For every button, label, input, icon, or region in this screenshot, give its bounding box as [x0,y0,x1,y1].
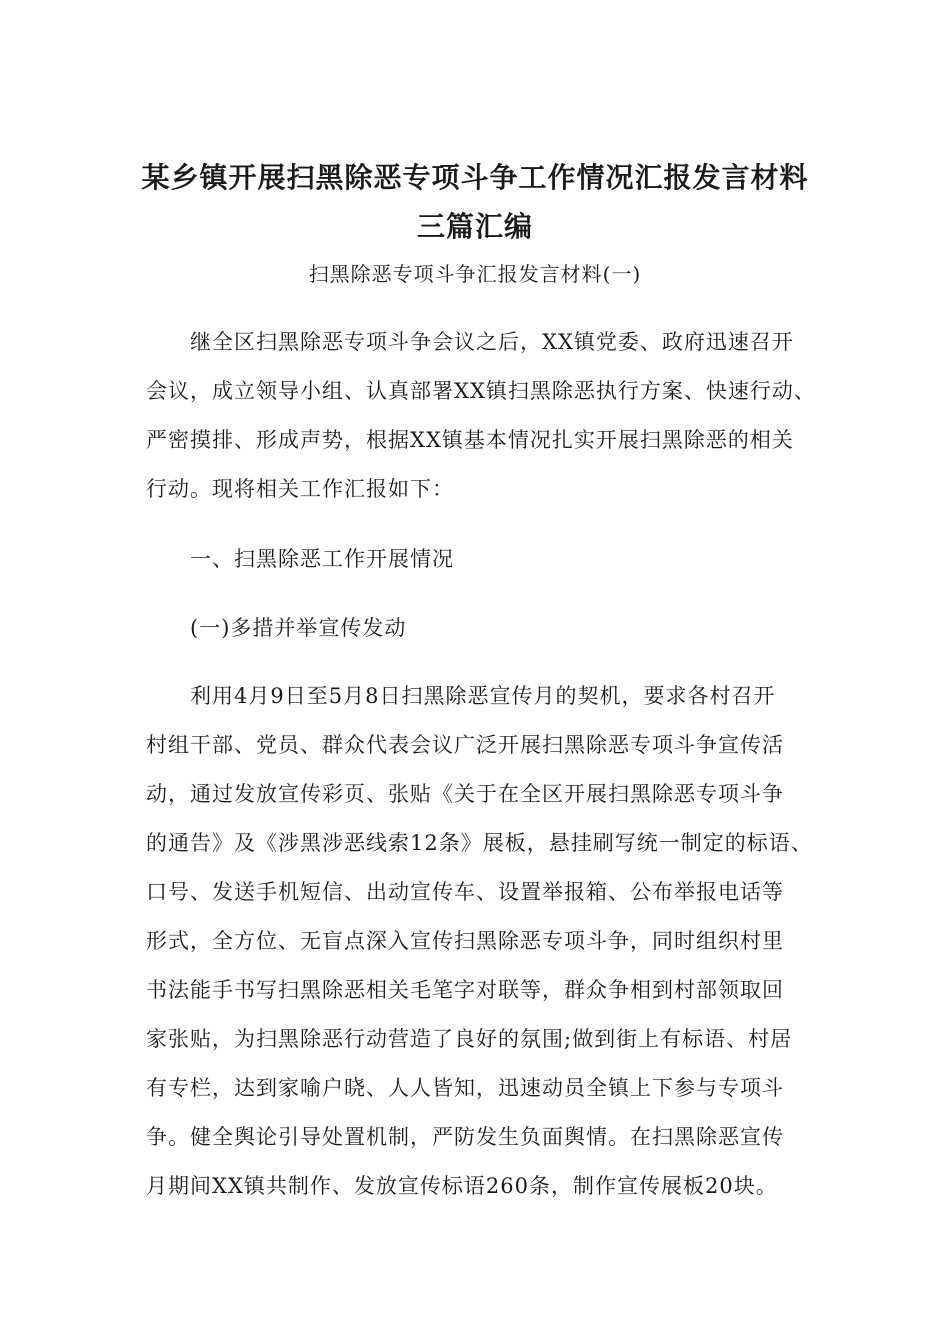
paragraph-line: 形式，全方位、无盲点深入宣传扫黑除恶专项斗争，同时组织村里 [146,929,784,953]
paragraph-line: 书法能手书写扫黑除恶相关毛笔字对联等，群众争相到村部领取回 [146,978,784,1002]
paragraph-line: 行动。现将相关工作汇报如下： [146,477,454,501]
paragraph-line: 会议，成立领导小组、认真部署XX镇扫黑除恶执行方案、快速行动、 [146,379,816,403]
paragraph-line: 村组干部、党员、群众代表会议广泛开展扫黑除恶专项斗争宣传活 [146,733,784,757]
paragraph-line: 争。健全舆论引导处置机制，严防发生负面舆情。在扫黑除恶宣传 [146,1125,784,1149]
section-heading: 一、扫黑除恶工作开展情况 [190,547,454,571]
paragraph-line: 有专栏，达到家喻户晓、人人皆知，迅速动员全镇上下参与专项斗 [146,1076,784,1100]
paragraph-line: 动，通过发放宣传彩页、张贴《关于在全区开展扫黑除恶专项斗争 [146,782,784,806]
paragraph-line: 月期间XX镇共制作、发放宣传标语260条，制作宣传展板20块。 [146,1174,778,1198]
paragraph-line: 继全区扫黑除恶专项斗争会议之后，XX镇党委、政府迅速召开 [190,330,794,354]
paragraph-line: 家张贴，为扫黑除恶行动营造了良好的氛围;做到街上有标语、村居 [146,1027,793,1051]
document-subtitle: 扫黑除恶专项斗争汇报发言材料(一) [308,262,642,286]
paragraph-line: 口号、发送手机短信、出动宣传车、设置举报箱、公布举报电话等 [146,880,784,904]
subsection-heading: (一)多措并举宣传发动 [190,616,407,640]
paragraph-line: 严密摸排、形成声势，根据XX镇基本情况扎实开展扫黑除恶的相关 [146,428,794,452]
body-paragraph [146,672,814,1211]
paragraph-line: 利用4月9日至5月8日扫黑除恶宣传月的契机，要求各村召开 [190,684,776,708]
paragraph-line: 的通告》及《涉黑涉恶线索12条》展板，悬挂刷写统一制定的标语、 [146,831,813,855]
document-title-line-1: 某乡镇开展扫黑除恶专项斗争工作情况汇报发言材料 [141,161,809,194]
document-title-line-2: 三篇汇编 [416,210,533,243]
intro-paragraph [146,318,814,514]
